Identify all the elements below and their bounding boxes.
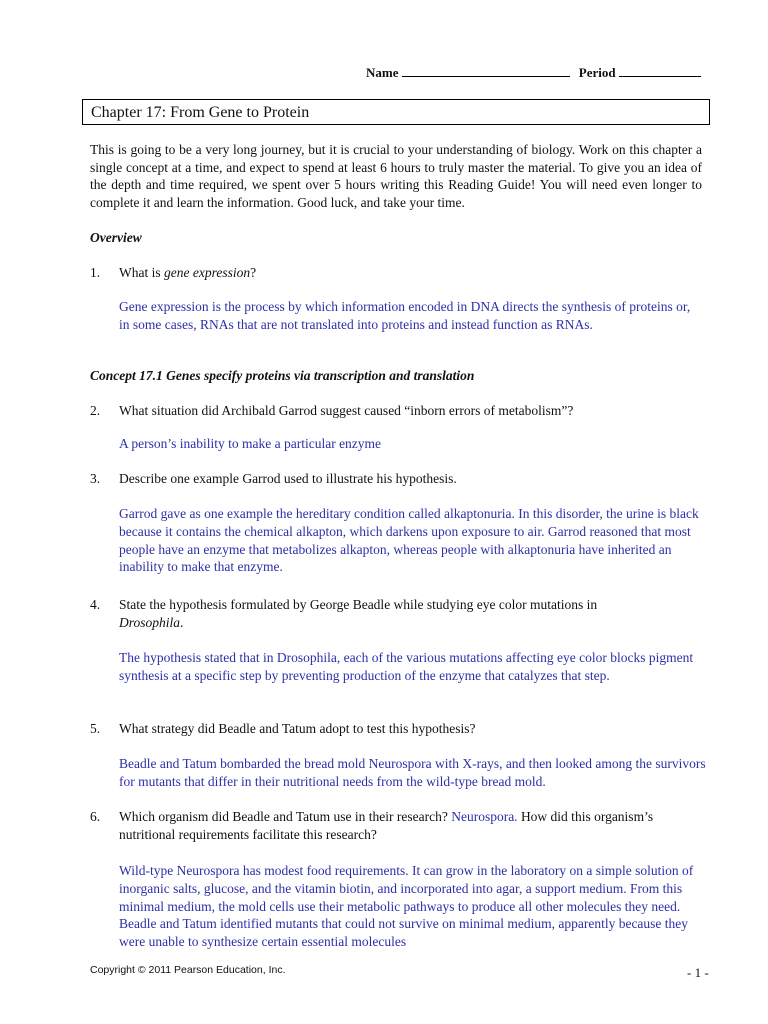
overview-heading: Overview <box>90 230 142 245</box>
question-1 <box>90 264 702 282</box>
copyright-notice: Copyright © 2011 Pearson Education, Inc. <box>90 964 286 976</box>
question-6 <box>90 808 702 843</box>
name-label: Name <box>366 65 399 80</box>
chapter-title: Chapter 17: From Gene to Protein <box>91 104 310 121</box>
question-text: Describe one example Garrod used to illustrate his hypothesis. <box>119 471 457 486</box>
question-text: What strategy did Beadle and Tatum adopt to test this hypothesis? <box>119 721 476 736</box>
question-2 <box>90 402 702 420</box>
question-number: 6. <box>90 809 101 824</box>
name-blank <box>402 64 570 77</box>
question-5 <box>90 720 702 738</box>
period-blank <box>619 64 701 77</box>
question-text: What is gene expression? <box>119 265 257 280</box>
answer-6: Wild-type Neurospora has modest food requirements. It can grow in the laboratory on a simple solution of inorganic salts, glucose, and the vitamin biotin, and incorporated into agar, a support medium. From this minimal medium, the mold cells use their metabolic pathways to produce all other molecules they need. Beadle and Tatum identified mutants that could not survive on minimal medium, apparently because they were unable to synthesize certain essential molecules <box>119 863 694 950</box>
answer-5: Beadle and Tatum bombarded the bread mold Neurospora with X-rays, and then looked among the survivors for mutants that differ in their nutritional needs from the wild-type bread mold. <box>119 756 706 789</box>
question-number: 2. <box>90 403 101 418</box>
page-number: - 1 - <box>687 965 709 980</box>
question-number: 5. <box>90 721 101 736</box>
question-text: State the hypothesis formulated by George Beadle while studying eye color mutations in Drosophila. <box>119 597 598 630</box>
concept-heading: Concept 17.1 Genes specify proteins via transcription and translation <box>90 368 475 383</box>
period-label: Period <box>578 65 616 80</box>
name-period-header <box>366 64 718 81</box>
answer-4: The hypothesis stated that in Drosophila, each of the various mutations affecting eye color blocks pigment synthesis at a specific step by preventing production of the enzyme that catalyzes that step. <box>119 650 694 683</box>
question-number: 3. <box>90 471 101 486</box>
question-number: 4. <box>90 597 101 612</box>
question-3 <box>90 470 702 488</box>
chapter-title-box <box>82 99 710 125</box>
answer-1: Gene expression is the process by which information encoded in DNA directs the synthesis of proteins or, in some cases, RNAs that are not translated into proteins and instead function as RNAs. <box>119 299 691 332</box>
question-number: 1. <box>90 265 101 280</box>
answer-3: Garrod gave as one example the hereditary condition called alkaptonuria. In this disorder, the urine is black because it contains the chemical alkapton, which darkens upon exposure to air. Garrod reasoned that most people have an enzyme that metabolizes alkapton, whereas people with alkaptonuria have inherited an inability to make that enzyme. <box>119 506 699 575</box>
inline-answer: Neurospora. <box>451 809 518 824</box>
answer-2: A person’s inability to make a particular enzyme <box>119 436 382 451</box>
question-4 <box>90 596 702 631</box>
intro-paragraph: This is going to be a very long journey, but it is crucial to your understanding of biology. Work on this chapter a single concept at a time, and expect to spend at least 6 hours to truly master the material. To give you an idea of the depth and time required, we spent over 5 hours writing this Reading Guide! You will need even longer to complete it and learn the information. Good luck, and take your time. <box>90 142 702 210</box>
question-text: What situation did Archibald Garrod suggest caused “inborn errors of metabolism”? <box>119 403 574 418</box>
question-text: Which organism did Beadle and Tatum use in their research? Neurospora. How did this organism’s nutritional requirements facilitate this research? <box>119 809 654 842</box>
